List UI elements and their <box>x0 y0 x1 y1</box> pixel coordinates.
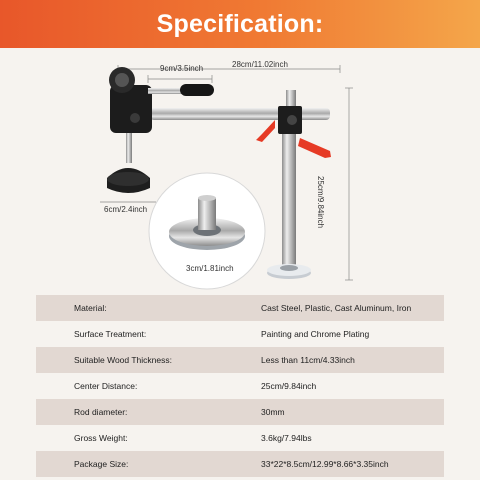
spec-label: Material: <box>74 303 107 313</box>
clamp-illustration <box>0 48 480 293</box>
page-title: Specification: <box>156 9 324 38</box>
spec-value: Painting and Chrome Plating <box>261 329 370 339</box>
product-image <box>0 48 480 293</box>
handle-grip <box>180 84 214 96</box>
header-banner <box>0 0 480 48</box>
dim-base-diameter: 6cm/2.4inch <box>104 205 148 214</box>
spec-label: Surface Treatment: <box>74 329 147 339</box>
spec-value: Less than 11cm/4.33inch <box>261 355 355 365</box>
dim-arm-width: 9cm/3.5inch <box>160 64 204 73</box>
spec-row <box>36 399 444 425</box>
spec-row <box>36 373 444 399</box>
clamp-head <box>110 85 152 133</box>
dim-total-width: 28cm/11.02inch <box>232 60 288 69</box>
spec-row <box>36 347 444 373</box>
horizontal-arm <box>150 108 330 120</box>
spec-value: 3.6kg/7.94lbs <box>261 433 312 443</box>
spec-label: Gross Weight: <box>74 433 128 443</box>
spec-row <box>36 321 444 347</box>
spec-table <box>36 295 444 477</box>
spec-label: Rod diameter: <box>74 407 128 417</box>
spec-label: Center Distance: <box>74 381 138 391</box>
spec-row <box>36 295 444 321</box>
spec-value: 33*22*8.5cm/12.99*8.66*3.35inch <box>261 459 389 469</box>
spec-value: 25cm/9.84inch <box>261 381 317 391</box>
spec-label: Suitable Wood Thickness: <box>74 355 172 365</box>
dim-small-base: 3cm/1.81inch <box>186 264 234 273</box>
red-lever-right <box>298 138 331 158</box>
red-lever-left <box>256 120 275 142</box>
spec-value: 30mm <box>261 407 285 417</box>
spec-row <box>36 451 444 477</box>
spec-row <box>36 425 444 451</box>
spec-value: Cast Steel, Plastic, Cast Aluminum, Iron <box>261 303 412 313</box>
dim-height: 25cm/9.84inch <box>316 176 325 229</box>
spec-label: Package Size: <box>74 459 129 469</box>
vertical-post <box>282 126 296 266</box>
